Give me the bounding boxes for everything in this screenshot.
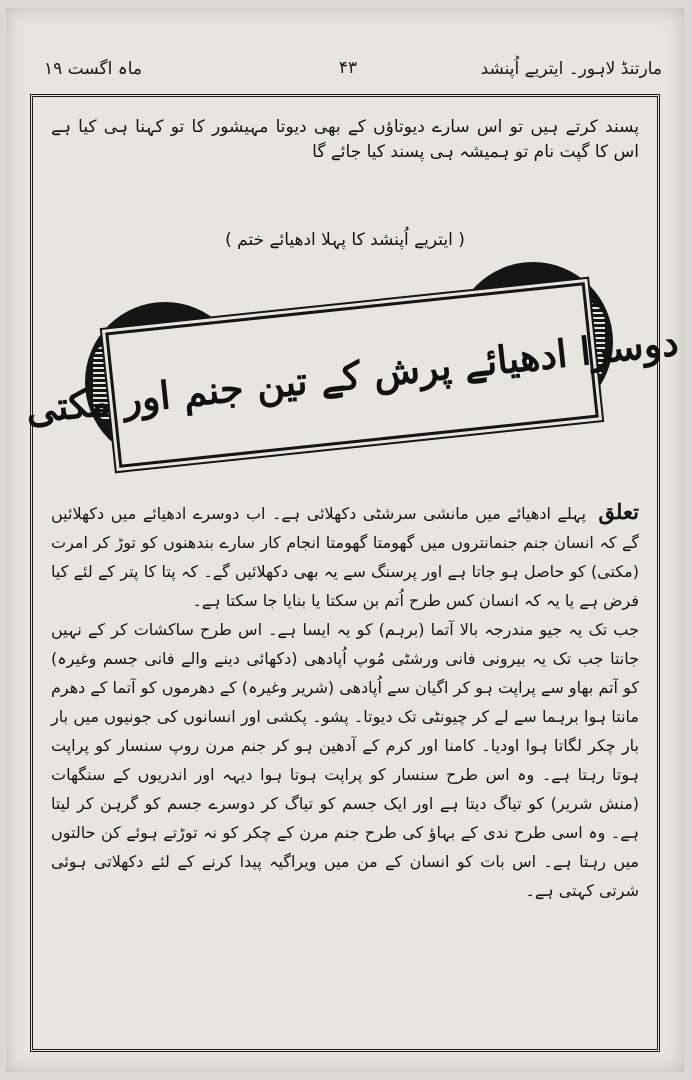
body-text <box>51 497 639 905</box>
body-paragraph-2: جب تک یہ جیو مندرجہ بالا آتما (برہم) کو یہ ایسا ہے۔ اس طرح ساکشات کر کے نہیں جانتا جب تک یہ بیرونی فانی ورشٹی مُوپ اُپادھی (دکھائی دینے والے فانی جسم وغیرہ) کو آتم بھاو سے پراپت ہو کر اگیان سے اُپادھی (شریر وغیرہ) کے دھرموں کو آتما کے دھرم مانتا ہوا برہما سے لے کر چیونٹی تک دیوتا۔ پشو۔ پکشی اور انسانوں کی جونیوں میں بار بار چکر لگاتا ہوا اودیا۔ کامنا اور کرم کے آدھین ہو کر جنم مرن روپ سنسار کو پراپت ہوتا رہتا ہے۔ وہ اس طرح سنسار کو پراپت ہوتا ہوا دیہہ اور اندریوں کے سنگھات (منش شریر) کو تیاگ دیتا ہے اور ایک جسم کو تیاگ کر دوسرے جسم کو گرہن کر لیتا ہے۔ وہ اسی طرح ندی کے بہاؤ کی طرح جنم مرن کے چکر کو نہ توڑتے ہوئے کن حالتوں میں رہتا ہے۔ اس بات کو انسان کے من میں ویراگیہ پیدا کرنے کے لئے دکھلاتی ہوئی شرتی کہتی ہے۔ <box>51 620 639 900</box>
chapter-end-note: ( ایتریے اُپنشد کا پہلا ادھیائے ختم ) <box>225 230 465 250</box>
body-paragraph-1 <box>51 497 639 615</box>
body-paragraph-1-text: پہلے ادھیائے میں مانشی سرشٹی دکھلائی ہے۔ اب دوسرے ادھیائے میں دکھلائیں گے کہ انسان جنم جنمانتروں میں گھومتا گھومتا انجام کار سارے بندھنوں کو توڑ کر امرت (مکتی) کو حاصل ہو جاتا ہے اور پرسنگ سے یہ بھی دکھلائیں گے۔ کہ پتا کا پتر کے لئے کیا فرض ہے یا یہ کہ انسان کس طرح اُتم بن سکتا یا بنایا جا سکتا ہے۔ <box>51 504 639 610</box>
opening-paragraph: پسند کرتے ہیں تو اس سارے دیوتاؤں کے بھی دیوتا مہیشور کا تو کہنا ہی کیا ہے اس کا گپت نام تو ہمیشہ ہی پسند کیا جائے گا <box>51 117 639 162</box>
issue-date: ماہ اگست ۱۹ <box>44 59 142 79</box>
chapter-banner <box>23 267 681 477</box>
running-title: مارتنڈ لاہور۔ ایتریے اُپنشد <box>480 59 662 79</box>
scanned-page <box>6 8 684 1072</box>
page-header <box>34 58 662 88</box>
page-number: ۴۳ <box>338 58 358 78</box>
text-frame <box>23 94 681 1052</box>
chapter-title: دوسرا ادھیائے پرش کے تین جنم اور مکتی <box>23 318 681 432</box>
section-lead: تعلق <box>598 499 639 524</box>
